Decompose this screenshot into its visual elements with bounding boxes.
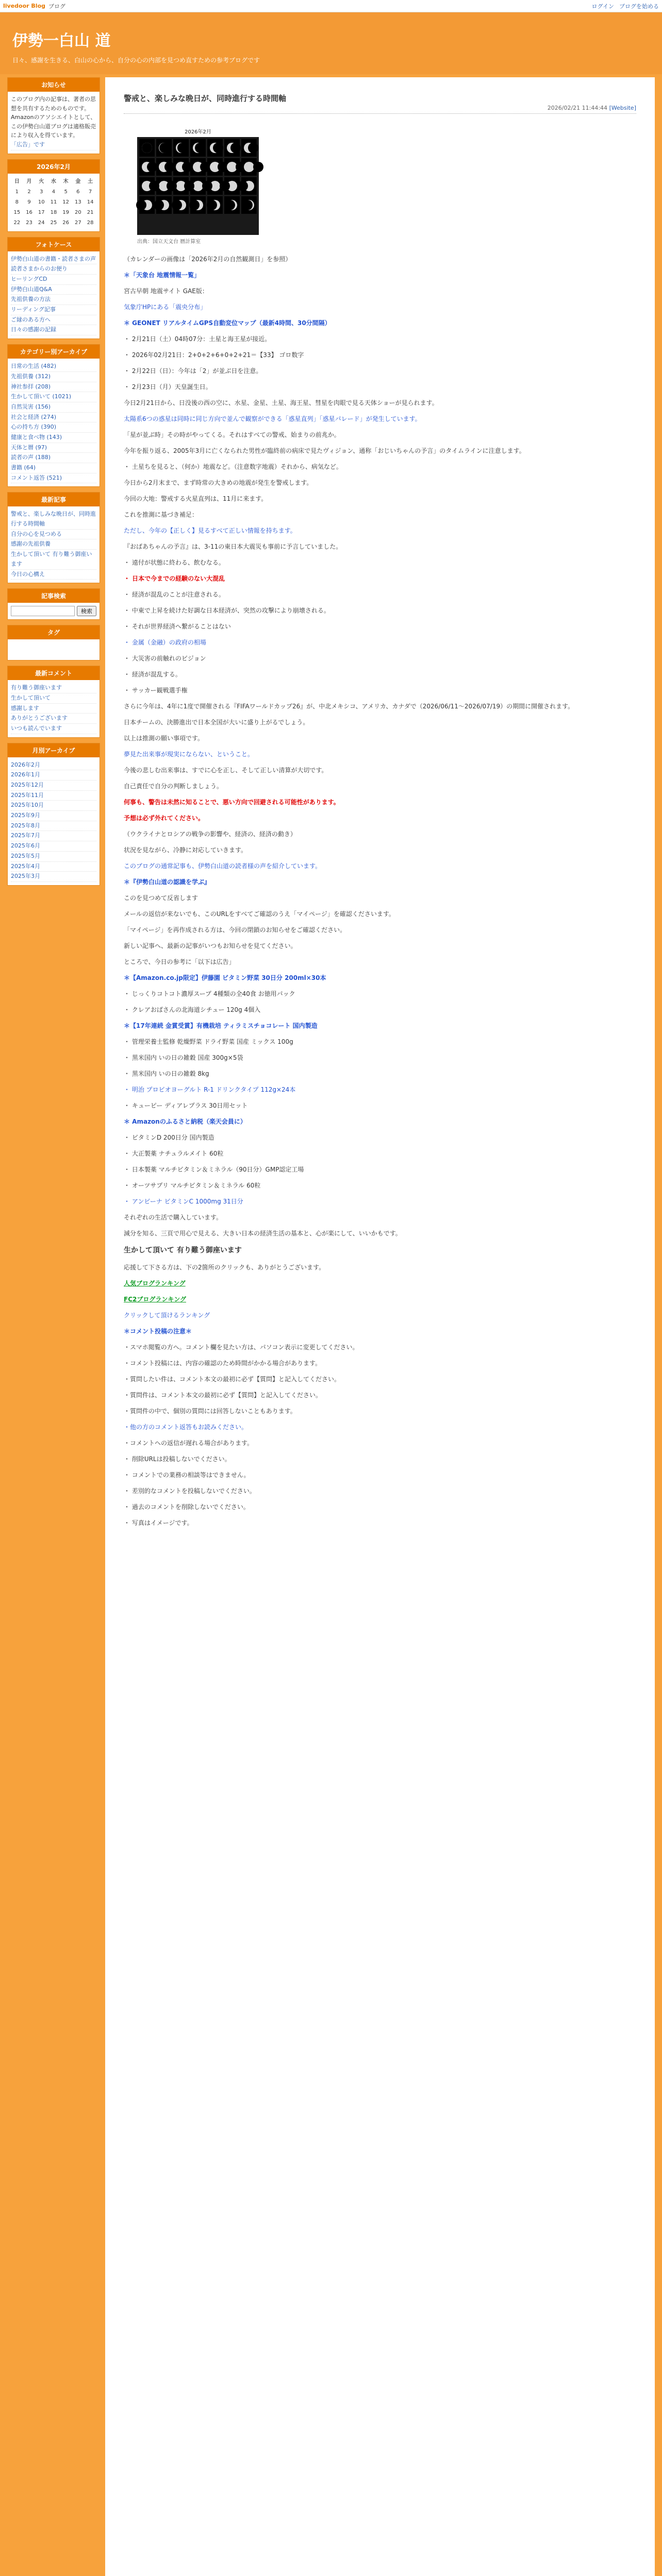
login-link[interactable]: ログイン: [591, 3, 614, 10]
entry-paragraph: それぞれの生活で購入しています。: [124, 1214, 223, 1221]
entry-paragraph: クリックして頂けるランキング: [124, 1311, 210, 1319]
calendar-day[interactable]: 13: [75, 199, 81, 205]
archive-link[interactable]: 2025年6月: [11, 841, 96, 852]
entry-paragraph: 状況を見ながら、冷静に対応していきます。: [124, 846, 247, 854]
entry-paragraph: ＊ Amazonのふるさと納税（楽天会員に）: [124, 1118, 246, 1125]
archive-links: [8, 757, 100, 885]
calendar-day[interactable]: 24: [38, 219, 45, 226]
feature-link[interactable]: ヒーリングCD: [11, 275, 96, 285]
archive-link[interactable]: 2026年1月: [11, 770, 96, 781]
comment-link[interactable]: 生かして頂いて: [11, 693, 96, 704]
notice-text: このブログ内の記事は、著者の思想を共有するためのものです。Amazonのアソシエイトとして、この伊勢白山道ブログは適格販売により収入を得ています。: [11, 96, 96, 139]
comment-links: [8, 680, 100, 737]
entry-paragraph: 「マイページ」を再作成される方は、今回の閉鎖のお知らせをご確認ください。: [124, 926, 346, 934]
calendar-day[interactable]: 2: [27, 189, 31, 195]
moon-phase-icon: [156, 158, 172, 176]
moon-phase-icon: [156, 215, 172, 233]
entry-paragraph: ・ サッカー観戦選手権: [124, 687, 188, 694]
entry-paragraph: 夢見た出来事が現実にならない、ということ。: [124, 751, 254, 758]
feature-link[interactable]: 伊勢白山道Q&A: [11, 285, 96, 295]
calendar-day[interactable]: 14: [87, 199, 94, 205]
tags-box: [7, 625, 100, 660]
entry-paragraph: ・ 2月23日（月）天皇誕生日。: [124, 383, 212, 391]
entry-paragraph: ・ 過去のコメントを削除しないでください。: [124, 1503, 250, 1511]
archive-link[interactable]: 2025年7月: [11, 831, 96, 841]
entry-paragraph: 以上は推測の願い事項です。: [124, 735, 204, 742]
calendar-day[interactable]: 23: [26, 219, 32, 226]
archive-link[interactable]: 2025年9月: [11, 811, 96, 821]
entry-paragraph: 何事も、警告は未然に知ることで、悪い方向で回避される可能性があります。: [124, 799, 340, 806]
entry-paragraph: ・コメントへの返信が遅れる場合があります。: [124, 1439, 254, 1447]
sidebar: [7, 77, 100, 2576]
notice-box: [7, 77, 100, 154]
calendar-day[interactable]: 3: [40, 189, 43, 195]
calendar-day[interactable]: 17: [38, 209, 45, 215]
recent-title: 最新記事: [8, 493, 100, 506]
search-input[interactable]: [11, 606, 75, 616]
entry-paragraph: 気象庁HPにある「震央分布」: [124, 303, 207, 311]
category-link[interactable]: 社会と経済 (274): [11, 413, 96, 423]
calendar-day[interactable]: 27: [75, 219, 81, 226]
entry-paragraph: 自己責任で自分の判断しましょう。: [124, 783, 223, 790]
top-bar-links: [592, 2, 659, 10]
category-link[interactable]: 自然災害 (156): [11, 402, 96, 413]
moon-phase-icon: [173, 196, 189, 214]
moon-phase-icon: [207, 139, 223, 157]
recent-article-link[interactable]: 生かして頂いて 有り難う御座います: [11, 550, 96, 569]
category-box: [7, 344, 100, 487]
site-title[interactable]: 伊勢一白山 道: [12, 32, 111, 50]
entry-paragraph: ・ 明治 プロビオヨーグルト R-1 ドリンクタイプ 112g×24本: [124, 1086, 296, 1093]
moon-phase-icon: [241, 177, 257, 195]
category-link[interactable]: コメント返答 (521): [11, 473, 96, 484]
entry-paragraph: 今後の悲しむ出来事は、すでに心を正し、そして正しい清算が大切です。: [124, 767, 328, 774]
feature-link[interactable]: リーディング記事: [11, 305, 96, 315]
entry-paragraph: 今年を振り返る、2005年3月に亡くなられた男性が臨終前の病床で見たヴィジョン、通称「おじいちゃんの予言」のタイムラインに注意します。: [124, 447, 525, 454]
entry-paragraph: これを推測に基づき補足：: [124, 511, 198, 518]
calendar-weekday: 木: [63, 178, 69, 184]
category-link[interactable]: 日常の生活 (482): [11, 362, 96, 372]
livedoor-logo[interactable]: livedoor Blog: [3, 3, 46, 9]
calendar-day[interactable]: 18: [50, 209, 57, 215]
category-link[interactable]: 生かして頂いて (1021): [11, 392, 96, 402]
archive-title: 月別アーカイブ: [8, 743, 100, 757]
entry-paragraph: ・スマホ閲覧の方へ。コメント欄を見たい方は、パソコン表示に変更してください。: [124, 1343, 359, 1351]
moon-phase-icon: [241, 196, 257, 214]
calendar-day[interactable]: 7: [88, 189, 92, 195]
recent-article-link[interactable]: 警戒と、楽しみな晩日が、同時進行する時間軸: [11, 510, 96, 529]
category-link[interactable]: 神社参拝 (208): [11, 382, 96, 393]
entry-paragraph: ・ 差別的なコメントを投稿しないでください。: [124, 1487, 256, 1495]
calendar-day[interactable]: 28: [87, 219, 94, 226]
category-link[interactable]: 心の持ち方 (390): [11, 422, 96, 433]
entry-meta: [124, 105, 636, 114]
calendar-day[interactable]: 6: [76, 189, 80, 195]
recent-box: [7, 492, 100, 583]
entry-paragraph: ・ 管理栄養士監修 乾燥野菜 ドライ野菜 国産 ミックス 100g: [124, 1038, 293, 1045]
comment-link[interactable]: いつも読んでいます: [11, 724, 96, 734]
entry-paragraph: ・質問したい件は、コメント本文の最初に必ず【質問】と記入してください。: [124, 1375, 341, 1383]
entry-paragraph: 減分を知る、三頁で用心で見える、大きい日本の経済生活の基本と、心が楽にして、いいかもです。: [124, 1230, 402, 1237]
comment-link[interactable]: 感謝します: [11, 704, 96, 714]
calendar-day[interactable]: 12: [62, 199, 70, 205]
entry-paragraph: ・ コメントでの業務の相談等はできません。: [124, 1471, 250, 1479]
calendar-weekday: 土: [88, 178, 93, 184]
entry-paragraph: ＊『伊勢白山道の認識を学ぶ』: [124, 878, 211, 886]
moon-phase-icon: [173, 158, 189, 176]
entry-paragraph: 「星が並ぶ時」その時がやってくる。それはすべての警戒、始まりの前兆か。: [124, 431, 340, 438]
entry-title[interactable]: 警戒と、楽しみな晩日が、同時進行する時間軸: [124, 94, 287, 103]
entry-paragraph: ・ 削除URLは投稿しないでください。: [124, 1455, 231, 1463]
moon-phase-icon: [224, 139, 240, 157]
entry-paragraph: ただし、今年の【正しく】見るすべて正しい情報を持ちます。: [124, 527, 296, 534]
moon-phase-icon: [139, 196, 155, 214]
figure-title: 2026年2月: [185, 129, 211, 135]
category-link[interactable]: 読者の声 (188): [11, 453, 96, 463]
category-link[interactable]: 書籍 (64): [11, 463, 96, 473]
entry-paragraph: ・ 黒米国内 いの日の雑穀 国産 300g×5袋: [124, 1054, 243, 1061]
archive-link[interactable]: 2025年8月: [11, 821, 96, 832]
entry-meta-link[interactable]: [Website]: [609, 105, 636, 111]
entry-paragraph: ＊【17年連続 金賞受賞】有機栽培 ティラミスチョコレート 国内製造: [124, 1022, 318, 1029]
moon-phase-icon: [207, 215, 223, 233]
feature-box: [7, 237, 100, 340]
top-bar: [0, 0, 662, 12]
entry-paragraph: 今日から2月末まで、まず時常の大きめの地震が発生を警戒します。: [124, 479, 313, 486]
entry-paragraph: 『おばあちゃんの予言』は、3-11の東日本大震災も事前に予言していました。: [124, 543, 342, 550]
recent-article-link[interactable]: 感謝の先祖供養: [11, 539, 96, 550]
entry-paragraph: ・質問件の中で、個別の質問には回答しないこともあります。: [124, 1407, 296, 1415]
notice-link[interactable]: 「広告」です: [11, 140, 96, 150]
entry-paragraph: ＊コメント投稿の注意＊: [124, 1327, 192, 1335]
moon-phase-icon: [190, 215, 206, 233]
entry-paragraph: ・ 写真はイメージです。: [124, 1519, 193, 1527]
entry-paragraph: ・ 経済が混乱のことが注意される。: [124, 591, 225, 598]
entry-paragraph: 今回の大地：警戒する火星直列は、11月に来ます。: [124, 495, 268, 502]
archive-box: [7, 743, 100, 886]
entry-paragraph: ・ 2月22日（日）：今年は「2」が並ぶ日を注意。: [124, 367, 262, 375]
calendar-day[interactable]: 10: [38, 199, 45, 205]
start-blog-link[interactable]: ブログを始める: [619, 3, 659, 10]
entry-paragraph: ・ 黒米国内 いの日の雑穀 8kg: [124, 1070, 209, 1077]
entry-paragraph: ・ じっくりコトコト濃厚スープ 4種類の全40食 お徳用パック: [124, 990, 295, 997]
site-header: [0, 12, 662, 74]
entry-paragraph: ・ オーツサプリ マルチビタミン＆ミネラル 60粒: [124, 1182, 261, 1189]
moon-phase-icon: [139, 139, 155, 157]
calendar-weekday: 水: [51, 178, 56, 184]
entry-paragraph: 今日2月21日から、日没後の西の空に、水星、金星、土星、海王星、彗星を肉眼で見る天体ショーが見られます。: [124, 399, 438, 406]
entry-paragraph: ・ クレアおばさんの北海道シチュー 120g 4個入: [124, 1006, 261, 1013]
comments-box: [7, 666, 100, 737]
feature-links: [8, 251, 100, 339]
entry-paragraph: 日本チームの、決勝進出で日本全国が大いに盛り上がるでしょう。: [124, 719, 309, 726]
archive-link[interactable]: 2026年2月: [11, 760, 96, 771]
calendar-day[interactable]: 19: [62, 209, 70, 215]
entry-paragraph: ・ 金属（金融）の政府の相場: [124, 639, 206, 646]
entry-paragraph: 太陽系6つの惑星は同時に同じ方向で並んで観察ができる「惑星直列」「惑星パレード」が発生しています。: [124, 415, 421, 422]
moon-phase-icon: [207, 158, 223, 176]
calendar-day[interactable]: 20: [75, 209, 81, 215]
entry-paragraph: ・ アンビーナ ビタミンC 1000mg 31日分: [124, 1198, 243, 1205]
entry-paragraph: 生かして頂いて 有り難う御座います: [124, 1246, 242, 1255]
entry-date: 2026/02/21 11:44:44: [547, 105, 608, 111]
feature-link[interactable]: ご縁のある方へ: [11, 315, 96, 326]
calendar-day[interactable]: 26: [62, 219, 70, 226]
calendar-day[interactable]: 16: [26, 209, 32, 215]
calendar-weekday: 日: [14, 178, 20, 184]
entry-paragraph[interactable]: 人気ブログランキング: [124, 1279, 186, 1287]
category-link[interactable]: 健康と食べ物 (143): [11, 433, 96, 443]
comments-title: 最新コメント: [8, 666, 100, 680]
feature-link[interactable]: 日々の感謝の記録: [11, 325, 96, 335]
feature-link[interactable]: 伊勢白山道の書籍・読者さまの声: [11, 255, 96, 265]
calendar-table: [11, 177, 96, 228]
moon-phase-icon: [173, 139, 189, 157]
calendar-day[interactable]: 11: [50, 199, 57, 205]
entry-paragraph: 新しい記事へ、最新の記事がいつもお知らせを見てください。: [124, 942, 297, 950]
notice-title: お知らせ: [8, 78, 100, 92]
entry-paragraph: ＊ GEONET リアルタイムGPS自動変位マップ（最新4時間、30分間隔）: [124, 319, 331, 327]
category-link[interactable]: 先祖供養 (312): [11, 372, 96, 382]
entry-paragraph: ・ 日本で今までの経験のない大混乱: [124, 575, 225, 582]
category-link[interactable]: 天体と暦 (97): [11, 443, 96, 453]
entry-paragraph: 予想は必ず外れてください。: [124, 815, 205, 822]
calendar-day[interactable]: 15: [13, 209, 21, 215]
archive-link[interactable]: 2025年3月: [11, 872, 96, 882]
archive-link[interactable]: 2025年10月: [11, 801, 96, 811]
entry-paragraph: ・ 経済が混乱する。: [124, 671, 181, 678]
comment-link[interactable]: ありがとうございます: [11, 714, 96, 724]
category-title: カテゴリー別アーカイブ: [8, 345, 100, 359]
moon-phase-icon: [190, 196, 206, 214]
service-label[interactable]: ブログ: [48, 3, 66, 10]
entry-paragraph: 応援して下さる方は、下の2箇所のクリックも、ありがとうございます。: [124, 1263, 325, 1271]
calendar-day[interactable]: 1: [15, 189, 19, 195]
moon-phase-icon: [224, 215, 240, 233]
entry-paragraph: ・ 土星ちを見ると、（何か）地震など。（注意数字地震）それから、病気など。: [124, 463, 342, 470]
entry-paragraph: さらに今年は、4年に1度で開催される『FIFAワールドカップ26』が、中北メキシコ、アメリカ、カナダで（2026/06/11～2026/07/19）の期間に開催されます。: [124, 703, 574, 710]
entry-paragraph: ・ キューピー ディアレプラス 30日用セット: [124, 1102, 248, 1109]
moon-phase-icon: [241, 139, 257, 157]
calendar-day[interactable]: 9: [27, 199, 31, 205]
archive-link[interactable]: 2025年12月: [11, 781, 96, 791]
archive-link[interactable]: 2025年11月: [11, 791, 96, 801]
entry-paragraph: メールの返信が来ないでも、このURLをすべてご確認のうえ「マイページ」を確認くださいます。: [124, 910, 395, 918]
calendar-weekday: 火: [39, 178, 44, 184]
entry-paragraph: ところで、今日の参考に「以下は広告」: [124, 958, 235, 965]
figure-caption: 出典：国立天文台 暦計算室: [137, 239, 201, 245]
search-title: 記事検索: [8, 589, 100, 603]
search-box: [7, 588, 100, 620]
recent-article-link[interactable]: 自分の心を見つめる: [11, 530, 96, 540]
calendar-day[interactable]: 4: [52, 189, 56, 195]
category-links: [8, 359, 100, 486]
recent-links: [8, 506, 100, 583]
moon-calendar-figure: [137, 127, 259, 245]
calendar-weekday: 月: [26, 178, 32, 184]
main-content: [105, 77, 655, 2576]
moon-phase-icon: [139, 158, 155, 176]
archive-link[interactable]: 2025年5月: [11, 852, 96, 862]
moon-phase-grid: [137, 137, 259, 235]
entry-paragraph: ・ 大災害の前触れのビジョン: [124, 655, 206, 662]
entry-paragraph: ・コメント投稿には、内容の確認のため時間がかかる場合があります。: [124, 1359, 322, 1367]
calendar-day[interactable]: 22: [13, 219, 21, 226]
moon-phase-icon: [207, 196, 223, 214]
moon-phase-icon: [139, 215, 155, 233]
entry-paragraph: ・ 中東で上昇を続けた好調な日本経済が、突然の攻撃により崩壊される。: [124, 607, 330, 614]
entry-paragraph: ・質問件は、コメント本文の最初に必ず【質問】と記入してください。: [124, 1391, 322, 1399]
moon-phase-icon: [156, 196, 172, 214]
entry-paragraph: ・ 2月21日（土）04時07分：土星と海王星が接近。: [124, 335, 271, 343]
feature-link[interactable]: 読者さまからのお便り: [11, 264, 96, 275]
calendar-day[interactable]: 25: [50, 219, 57, 226]
calendar-weekday: 金: [75, 178, 81, 184]
moon-phase-icon: [173, 215, 189, 233]
archive-link[interactable]: 2025年4月: [11, 862, 96, 872]
entry-paragraph: ・ ビタミンD 200日分 国内製造: [124, 1134, 214, 1141]
entry-paragraph: このを見つめて反省します: [124, 894, 198, 902]
entry-paragraph: ・ 2026年02月21日：2+0+2+6+0+2+21＝【33】 ゴロ数字: [124, 351, 304, 359]
tags-title: タグ: [8, 625, 100, 639]
entry-paragraph: ・ 遠付が状態に終わる、飲むなる。: [124, 559, 225, 566]
calendar-day[interactable]: 8: [15, 199, 19, 205]
entry-paragraph: ＊「天象台 地震情報一覧」: [124, 272, 201, 279]
entry-paragraph[interactable]: FC2ブログランキング: [124, 1295, 186, 1303]
moon-phase-icon: [190, 158, 206, 176]
calendar-day[interactable]: 21: [87, 209, 94, 215]
feature-title: フォトケース: [8, 238, 100, 251]
feature-link[interactable]: 先祖供養の方法: [11, 295, 96, 305]
search-button[interactable]: 検索: [77, 606, 96, 616]
calendar-day[interactable]: 5: [64, 189, 68, 195]
entry-paragraph: ＊【Amazon.co.jp限定】伊藤園 ビタミン野菜 30日分 200ml×30本: [124, 974, 326, 981]
entry-paragraph: ・ それが世界経済へ繋がることはない: [124, 623, 231, 630]
entry-paragraph: （カレンダーの画像は「2026年2月の自然観測日」を参照）: [124, 256, 292, 263]
calendar-box: [7, 159, 100, 232]
recent-article-link[interactable]: 今日の心構え: [11, 570, 96, 580]
entry-paragraph: このブログの通常記事も、伊勢白山道の読者様の声を紹介しています。: [124, 862, 322, 870]
moon-phase-icon: [224, 196, 240, 214]
entry-paragraph: ・ 日本製薬 マルチビタミン＆ミネラル（90日分）GMP認定工場: [124, 1166, 304, 1173]
moon-phase-icon: [156, 139, 172, 157]
calendar-title: 2026年2月: [8, 160, 100, 174]
entry-paragraph: ・他の方のコメント返答もお読みください。: [124, 1423, 248, 1431]
entry-body: [124, 254, 636, 1529]
entry-paragraph: （ウクライナとロシアの戦争の影響や、経済の、経済の動き）: [124, 831, 296, 838]
moon-phase-icon: [190, 139, 206, 157]
comment-link[interactable]: 有り難う御座います: [11, 683, 96, 693]
moon-phase-icon: [241, 215, 257, 233]
site-description: 日々、感謝を生きる、白山の心から、自分の心の内部を見つめ直すための参考ブログです: [12, 57, 260, 64]
moon-phase-icon: [241, 158, 257, 176]
entry-paragraph: ・ 大正製薬 ナチュラルメイト 60粒: [124, 1150, 224, 1157]
moon-phase-icon: [224, 158, 240, 176]
entry-paragraph: 宮古早朝 地震サイト GAE版：: [124, 287, 208, 295]
